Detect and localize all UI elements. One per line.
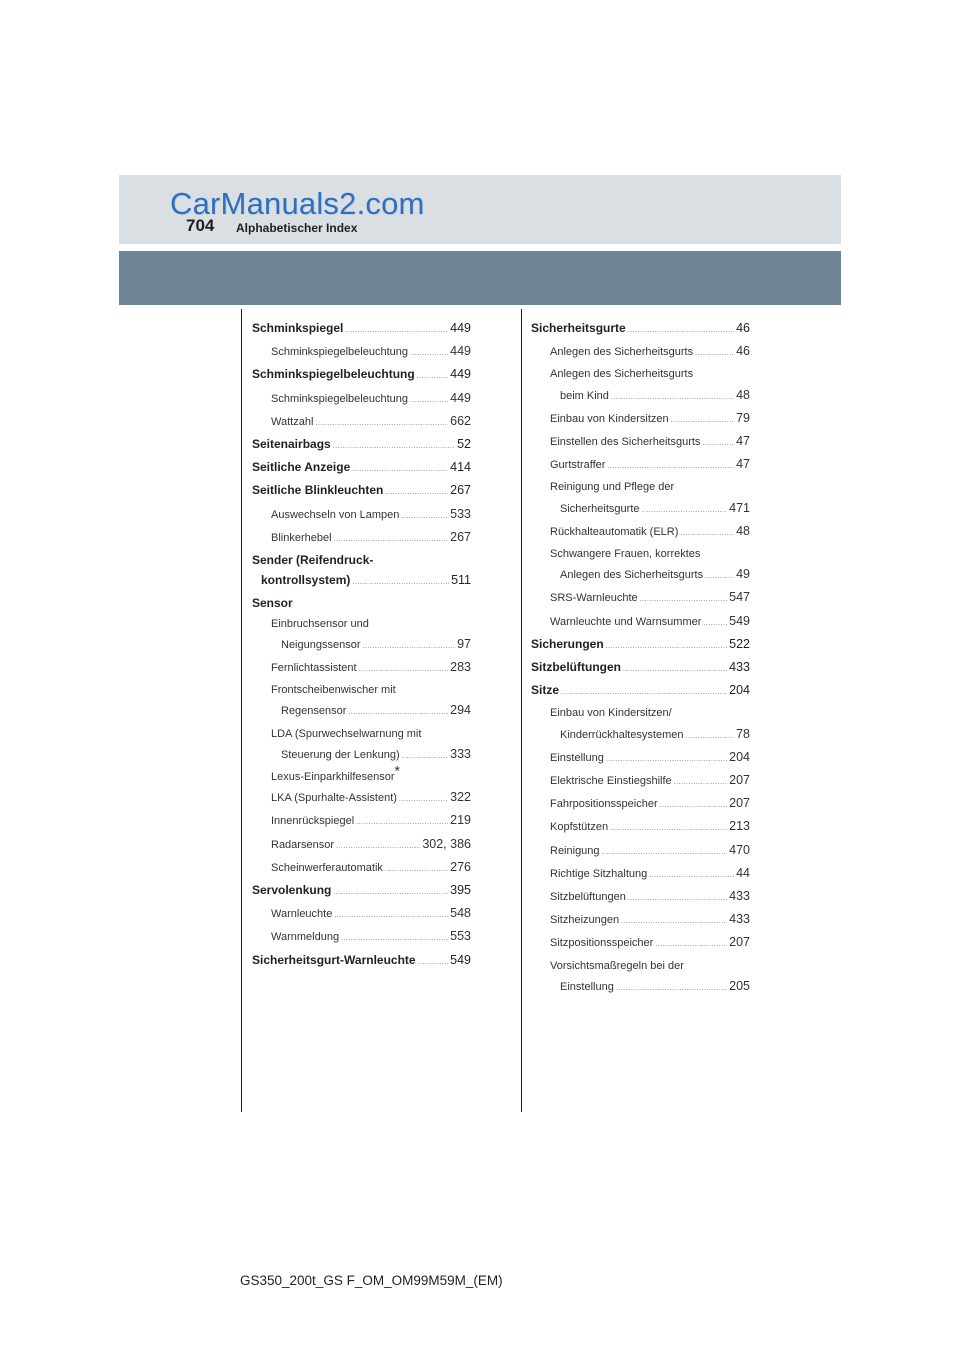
index-entry	[531, 544, 750, 564]
entry-page-ref: 49	[736, 567, 750, 582]
index-entry	[252, 810, 471, 833]
index-entry	[531, 587, 750, 610]
entry-term: Einbau von Kindersitzen	[550, 412, 669, 425]
index-entry	[252, 762, 471, 787]
entry-page-ref: 433	[729, 889, 750, 904]
entry-term: Warnleuchte	[271, 908, 333, 921]
entry-term: Seitliche Anzeige	[252, 460, 351, 475]
entry-term: Sensor	[252, 596, 293, 611]
dot-leader	[642, 501, 728, 521]
entry-page-ref: 204	[729, 683, 750, 698]
index-entry	[531, 703, 750, 723]
entry-term: Einstellung	[560, 980, 614, 993]
dot-leader	[674, 773, 727, 793]
entry-page-ref: 433	[729, 912, 750, 927]
entry-page-ref: 207	[729, 935, 750, 950]
index-entry	[252, 787, 471, 810]
dot-leader	[385, 483, 448, 503]
dot-leader	[623, 660, 727, 680]
entry-page-ref: 97	[457, 636, 471, 651]
index-column-left	[252, 318, 471, 973]
entry-page-ref: 662	[450, 413, 471, 428]
index-entry	[252, 480, 471, 503]
dot-leader	[336, 837, 420, 857]
entry-page-ref: 48	[736, 387, 750, 402]
dot-leader	[363, 637, 456, 657]
entry-page-ref: 204	[729, 749, 750, 764]
index-entry	[252, 680, 471, 700]
entry-term: Reinigung und Pflege der	[550, 481, 675, 494]
entry-term: LDA (Spurwechselwarnung mit	[271, 727, 422, 740]
entry-term: Sitze	[531, 683, 560, 698]
entry-page-ref: 276	[450, 859, 471, 874]
index-entry	[252, 724, 471, 744]
dot-leader	[602, 843, 728, 863]
index-entry	[531, 976, 750, 999]
dot-leader	[399, 790, 448, 810]
dot-leader	[695, 344, 734, 364]
entry-page-ref: 219	[450, 813, 471, 828]
entry-term: Kinderrückhaltesystemen	[560, 728, 684, 741]
entry-term: Schminkspiegelbeleuchtung	[271, 392, 408, 405]
entry-term: Radarsensor	[271, 838, 334, 851]
entry-page-ref: 549	[729, 613, 750, 628]
index-entry	[531, 680, 750, 703]
entry-page-ref: 47	[736, 434, 750, 449]
dot-leader	[402, 747, 448, 767]
entry-term: Regensensor	[281, 705, 347, 718]
entry-page-ref: 395	[450, 883, 471, 898]
entry-term: Sicherheitsgurt-Warnleuchte	[252, 952, 416, 967]
entry-page-ref: 533	[450, 506, 471, 521]
index-entry	[531, 724, 750, 747]
entry-page-ref: 213	[729, 819, 750, 834]
index-entry	[252, 570, 471, 593]
entry-term: Schminkspiegelbeleuchtung	[271, 346, 408, 359]
index-entry	[531, 318, 750, 341]
index-entry	[252, 457, 471, 480]
entry-term: Servolenkung	[252, 883, 332, 898]
entry-page-ref: 46	[736, 321, 750, 335]
dot-leader	[628, 889, 727, 909]
entry-term: Sitzbelüftungen	[531, 660, 621, 675]
left-column-rule	[241, 309, 242, 1112]
entry-term: Einstellung	[550, 751, 604, 764]
index-entry	[252, 411, 471, 434]
index-entry	[531, 840, 750, 863]
dot-leader	[561, 683, 727, 703]
entry-page-ref: 302, 386	[422, 836, 471, 851]
entry-page-ref: 52	[457, 437, 471, 452]
entry-term: Richtige Sitzhaltung	[550, 867, 648, 880]
index-entry	[531, 816, 750, 839]
entry-page-ref: 333	[450, 746, 471, 761]
dot-leader	[705, 567, 734, 587]
page-number: 704	[186, 216, 215, 235]
dot-leader	[649, 866, 734, 886]
index-entry	[252, 857, 471, 880]
entry-page-ref: 207	[729, 796, 750, 811]
entry-term: Anlegen des Sicherheitsgurts	[550, 368, 694, 381]
entry-term: Rückhalteautomatik (ELR)	[550, 525, 679, 538]
right-column-rule	[521, 309, 522, 1112]
index-entry	[252, 903, 471, 926]
entry-term: Einbruchsensor und	[271, 617, 369, 630]
index-entry	[252, 318, 471, 341]
footnote-marker: *	[394, 762, 400, 779]
dot-leader	[686, 727, 735, 747]
index-entry	[531, 408, 750, 431]
dot-leader	[417, 367, 448, 387]
entry-term: Warnleuchte und Warnsummer	[550, 615, 702, 628]
entry-page-ref: 471	[729, 500, 750, 515]
entry-term: Schminkspiegel	[252, 321, 344, 335]
dot-leader	[401, 507, 448, 527]
dot-leader	[345, 321, 448, 341]
index-entry	[252, 388, 471, 411]
entry-term: Fernlichtassistent	[271, 662, 357, 675]
index-entry	[531, 657, 750, 680]
index-entry	[531, 521, 750, 544]
index-entry	[252, 504, 471, 527]
index-entry	[252, 364, 471, 387]
entry-page-ref: 205	[729, 978, 750, 993]
dot-leader	[660, 796, 728, 816]
dot-leader	[703, 614, 727, 634]
entry-term: Sicherungen	[531, 636, 604, 651]
entry-page-ref: 78	[736, 726, 750, 741]
dot-leader	[621, 912, 727, 932]
entry-term: Anlegen des Sicherheitsgurts	[550, 346, 694, 359]
entry-term: Einbau von Kindersitzen/	[550, 707, 672, 720]
entry-term: Sitzpositionsspeicher	[550, 937, 654, 950]
dot-leader	[356, 813, 448, 833]
dot-leader	[616, 979, 727, 999]
index-entry	[531, 385, 750, 408]
index-entry	[252, 950, 471, 973]
entry-page-ref: 449	[450, 390, 471, 405]
entry-page-ref: 553	[450, 929, 471, 944]
entry-term: Innenrückspiegel	[271, 815, 355, 828]
dot-leader	[655, 935, 727, 955]
dot-leader	[606, 637, 727, 657]
dot-leader	[333, 437, 455, 457]
entry-page-ref: 44	[736, 865, 750, 880]
index-entry	[252, 341, 471, 364]
entry-term: Sicherheitsgurte	[560, 502, 640, 515]
entry-term: Elektrische Einstiegshilfe	[550, 775, 672, 788]
index-entry	[252, 744, 471, 767]
index-entry	[531, 909, 750, 932]
dot-leader	[315, 414, 448, 434]
entry-term: Auswechseln von Lampen	[271, 508, 400, 521]
index-entry	[531, 956, 750, 976]
index-entry	[252, 434, 471, 457]
entry-page-ref: 449	[450, 344, 471, 359]
entry-page-ref: 79	[736, 410, 750, 425]
dot-leader	[334, 906, 448, 926]
index-entry	[252, 657, 471, 680]
index-entry	[252, 593, 471, 613]
header-band-dark	[119, 251, 841, 305]
entry-page-ref: 46	[736, 344, 750, 359]
dot-leader	[628, 321, 734, 341]
entry-term: Anlegen des Sicherheitsgurts	[560, 569, 704, 582]
entry-page-ref: 414	[450, 460, 471, 475]
index-entry	[252, 550, 471, 570]
entry-page-ref: 549	[450, 952, 471, 967]
entry-term: Einstellen des Sicherheitsgurts	[550, 436, 701, 449]
entry-page-ref: 547	[729, 590, 750, 605]
index-entry	[531, 747, 750, 770]
index-entry	[252, 527, 471, 550]
entry-page-ref: 449	[450, 321, 471, 335]
entry-page-ref: 48	[736, 523, 750, 538]
dot-leader	[607, 457, 734, 477]
entry-term: Frontscheibenwischer mit	[271, 684, 396, 697]
entry-term: Fahrpositionsspeicher	[550, 798, 658, 811]
dot-leader	[680, 524, 734, 544]
entry-term: Steuerung der Lenkung)	[281, 748, 400, 761]
index-entry	[252, 880, 471, 903]
index-entry	[252, 614, 471, 634]
entry-page-ref: 294	[450, 703, 471, 718]
entry-page-ref: 522	[729, 636, 750, 651]
index-entry	[531, 863, 750, 886]
index-entry	[252, 700, 471, 723]
index-entry	[531, 364, 750, 384]
index-entry	[531, 341, 750, 364]
entry-term: Kopfstützen	[550, 821, 609, 834]
index-entry	[531, 793, 750, 816]
entry-term: LKA (Spurhalte-Assistent)	[271, 792, 397, 805]
entry-term: Gurtstraffer	[550, 459, 606, 472]
dot-leader	[352, 573, 449, 593]
dot-leader	[606, 750, 727, 770]
entry-term: Sitzheizungen	[550, 914, 620, 927]
index-entry	[531, 886, 750, 909]
entry-page-ref: 449	[450, 367, 471, 382]
dot-leader	[348, 703, 448, 723]
dot-leader	[610, 819, 727, 839]
entry-term: Sitzbelüftungen	[550, 891, 626, 904]
entry-term: Wattzahl	[271, 415, 314, 428]
entry-term: SRS-Warnleuchte	[550, 592, 638, 605]
dot-leader	[333, 883, 448, 903]
entry-page-ref: 267	[450, 483, 471, 498]
index-entry	[531, 431, 750, 454]
dot-leader	[611, 388, 734, 408]
entry-term: Seitenairbags	[252, 437, 331, 452]
dot-leader	[359, 660, 449, 680]
index-entry	[252, 926, 471, 949]
entry-term: Schminkspiegelbeleuchtung	[252, 367, 415, 382]
entry-page-ref: 511	[451, 573, 471, 588]
dot-leader	[334, 530, 449, 550]
dot-leader	[640, 590, 728, 610]
entry-page-ref: 470	[729, 842, 750, 857]
dot-leader	[341, 929, 448, 949]
index-entry	[531, 634, 750, 657]
entry-term: Warnmeldung	[271, 931, 340, 944]
entry-page-ref: 283	[450, 660, 471, 675]
entry-term: Reinigung	[550, 844, 600, 857]
index-entry	[531, 611, 750, 634]
entry-term: Vorsichtsmaßregeln bei der	[550, 959, 684, 972]
index-entry	[531, 564, 750, 587]
dot-leader	[702, 434, 734, 454]
entry-page-ref: 207	[729, 773, 750, 788]
index-entry	[531, 477, 750, 497]
index-entry	[531, 770, 750, 793]
dot-leader	[352, 460, 448, 480]
dot-leader	[385, 860, 448, 880]
watermark-logo: CarManuals2.com	[170, 186, 425, 221]
dot-leader	[410, 344, 448, 364]
entry-term: Neigungssensor	[281, 638, 361, 651]
entry-term: Schwangere Frauen, korrektes	[550, 548, 701, 561]
entry-page-ref: 47	[736, 457, 750, 472]
entry-term: Blinkerhebel	[271, 531, 332, 544]
index-entry	[252, 634, 471, 657]
dot-leader	[671, 411, 734, 431]
entry-page-ref: 322	[450, 790, 471, 805]
index-entry	[531, 932, 750, 955]
entry-term: kontrollsystem)	[261, 573, 351, 588]
index-entry	[531, 498, 750, 521]
index-entry	[531, 454, 750, 477]
document-code: GS350_200t_GS F_OM_OM99M59M_(EM)	[240, 1273, 503, 1288]
entry-page-ref: 433	[729, 660, 750, 675]
entry-term: Sicherheitsgurte	[531, 321, 626, 335]
entry-term: Scheinwerferautomatik	[271, 861, 383, 874]
entry-page-ref: 267	[450, 529, 471, 544]
entry-term: Lexus-Einparkhilfesensor	[271, 771, 395, 784]
dot-leader	[418, 953, 449, 973]
section-title: Alphabetischer Index	[236, 221, 358, 235]
entry-page-ref: 548	[450, 906, 471, 921]
index-entry	[252, 834, 471, 857]
index-column-right	[531, 318, 750, 999]
dot-leader	[410, 391, 448, 411]
entry-term: Sender (Reifendruck-	[252, 553, 374, 568]
entry-term: beim Kind	[560, 389, 609, 402]
entry-term: Seitliche Blinkleuchten	[252, 483, 384, 498]
